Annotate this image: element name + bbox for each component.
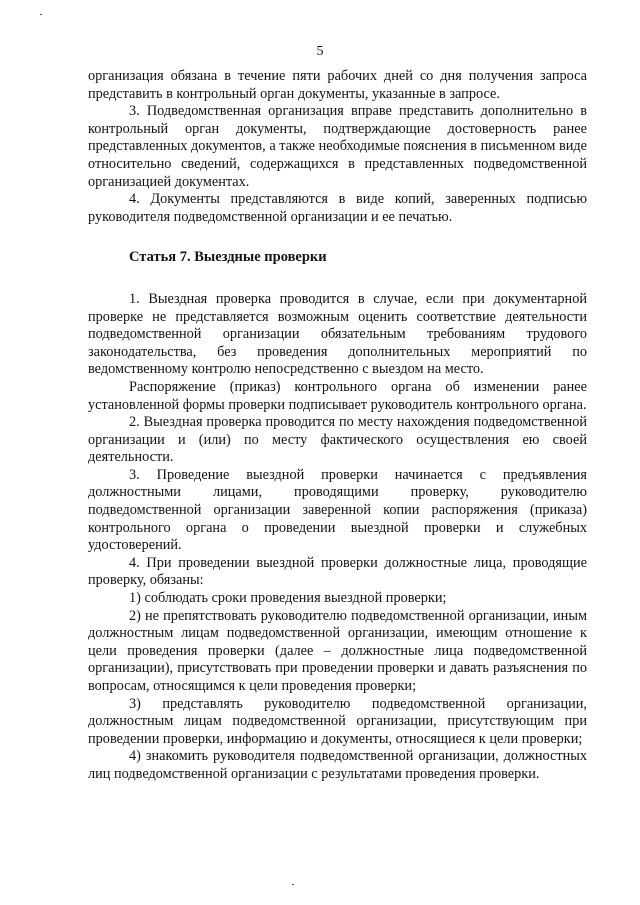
article-paragraph-order: Распоряжение (приказ) контрольного органа об изменении ранее установленной формы проверки подписывает руководитель контрольного органа.: [88, 378, 587, 413]
page-number: 5: [316, 44, 324, 59]
paragraph-item-4: 4. Документы представляются в виде копий, заверенных подписью руководителя подведомственной организации и ее печатью.: [88, 191, 587, 225]
article-paragraph-3: 3. Проведение выездной проверки начинается с предъявления должностными лицами, проводящими проверку, руководителю подведомственной организации заверенной копии распоряжения (приказа) контрольного органа о проведении выездной проверки и служебных удостоверений.: [88, 466, 587, 554]
scan-mark-bottom: [292, 884, 294, 885]
document-body: [88, 68, 587, 784]
article-paragraph-2: 2. Выездная проверка проводится по месту нахождения подведомственной организации и (или) по месту фактического осуществления ею своей деятельности.: [88, 414, 587, 466]
scan-mark-top-left: [40, 14, 42, 15]
article-paragraph-1: 1. Выездная проверка проводится в случае, если при документарной проверке не представляется возможным оценить соответствие деятельности подведомственной организации обязательным требованиям трудового законодательства, без проведения дополнительных мероприятий по ведомственному контролю непосредственно с выездом на место.: [88, 290, 587, 378]
paragraph-continuation: организация обязана в течение пяти рабочих дней со дня получения запроса представить в контрольный орган документы, указанные в запросе.: [88, 68, 587, 102]
article-paragraph-4: 4. При проведении выездной проверки должностные лица, проводящие проверку, обязаны:: [88, 554, 587, 589]
list-item-1: 1) соблюдать сроки проведения выездной проверки;: [129, 590, 447, 607]
paragraph-item-3: 3. Подведомственная организация вправе представить дополнительно в контрольный орган документы, подтверждающие достоверность ранее представленных документов, а также необходимые пояснения в письменном виде относительно сведений, содержащихся в представленных подведомственной организацией документах.: [88, 103, 587, 190]
list-item-3: 3) представлять руководителю подведомственной организации, должностным лицам подведомственной организации, присутствующим при проведении проверки, информацию и документы, относящиеся к цели проверки;: [88, 695, 587, 747]
list-item-2: 2) не препятствовать руководителю подведомственной организации, иным должностным лицам подведомственной организации, имеющим отношение к цели проведения проверки (далее – должностные лица подведомственной организации), присутствовать при проведении проверки и давать разъяснения по вопросам, относящимся к цели проведения проверки;: [88, 607, 587, 694]
article-heading: Статья 7. Выездные проверки: [129, 249, 327, 266]
list-item-4: 4) знакомить руководителя подведомственной организации, должностных лиц подведомственной организации с результатами проведения проверки.: [88, 748, 587, 782]
